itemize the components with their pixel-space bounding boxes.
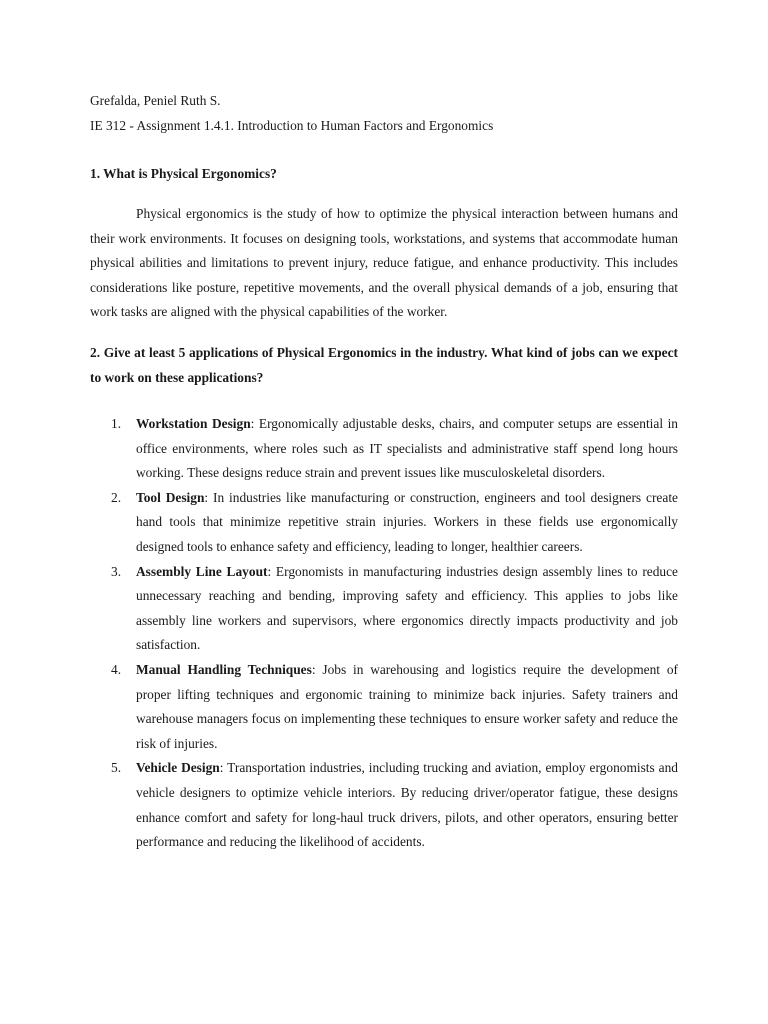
- list-item-number: 5.: [111, 760, 122, 776]
- list-item-text: : Ergonomically adjustable desks, chairs, and computer setups are essential in office environments, where roles such as IT specialists and administrative staff spend long hours working. These designs reduce strain and prevent issues like musculoskeletal disorders.: [136, 416, 678, 481]
- list-item-title: Manual Handling Techniques: [136, 661, 312, 677]
- question-2-heading: 2. Give at least 5 applications of Physical Ergonomics in the industry. What kind of jobs can we expect to work on these applications?: [90, 345, 678, 385]
- list-item-title: Tool Design: [136, 489, 205, 505]
- author-name: Grefalda, Peniel Ruth S.: [90, 93, 221, 108]
- course-assignment-title: IE 312 - Assignment 1.4.1. Introduction to Human Factors and Ergonomics: [90, 118, 494, 133]
- list-item: [90, 756, 678, 854]
- list-item-number: 4.: [111, 661, 122, 677]
- list-item-title: Assembly Line Layout: [136, 563, 268, 579]
- list-item: [90, 486, 678, 560]
- list-item-text: : Jobs in warehousing and logistics require the development of proper lifting techniques and ergonomic training to minimize back injuries. Safety trainers and warehouse managers focus on implementing these techniques to ensure worker safety and reduce the risk of injuries.: [136, 661, 678, 751]
- list-item-number: 1.: [111, 416, 122, 431]
- list-item-number: 3.: [111, 563, 122, 579]
- question-1-answer: Physical ergonomics is the study of how to optimize the physical interaction between humans and their work environments. It focuses on designing tools, workstations, and systems that accommodate human physical abilities and limitations to prevent injury, reduce fatigue, and enhance productivity. This includes considerations like posture, repetitive movements, and the overall physical demands of a job, ensuring that work tasks are aligned with the physical capabilities of the worker.: [90, 206, 678, 320]
- list-item: [90, 560, 678, 658]
- list-item: [90, 412, 678, 486]
- list-item-number: 2.: [111, 489, 122, 505]
- list-item: [90, 658, 678, 756]
- list-item-title: Vehicle Design: [136, 760, 220, 776]
- list-item-text: : Ergonomists in manufacturing industries design assembly lines to reduce unnecessary reaching and bending, improving safety and efficiency. This applies to jobs like assembly line workers and supervisors, where ergonomics directly impacts productivity and job satisfaction.: [136, 563, 678, 653]
- list-item-title: Workstation Design: [136, 416, 251, 431]
- applications-list: [90, 412, 678, 855]
- list-item-text: : Transportation industries, including trucking and aviation, employ ergonomists and vehicle designers to optimize vehicle interiors. By reducing driver/operator fatigue, these designs enhance comfort and safety for long-haul truck drivers, pilots, and other operators, ensuring better performance and reducing the likelihood of accidents.: [136, 760, 678, 850]
- question-1-heading: 1. What is Physical Ergonomics?: [90, 166, 277, 181]
- list-item-text: : In industries like manufacturing or construction, engineers and tool designers create hand tools that minimize repetitive strain injuries. Workers in these fields use ergonomically designed tools to enhance safety and efficiency, leading to longer, healthier careers.: [136, 489, 678, 554]
